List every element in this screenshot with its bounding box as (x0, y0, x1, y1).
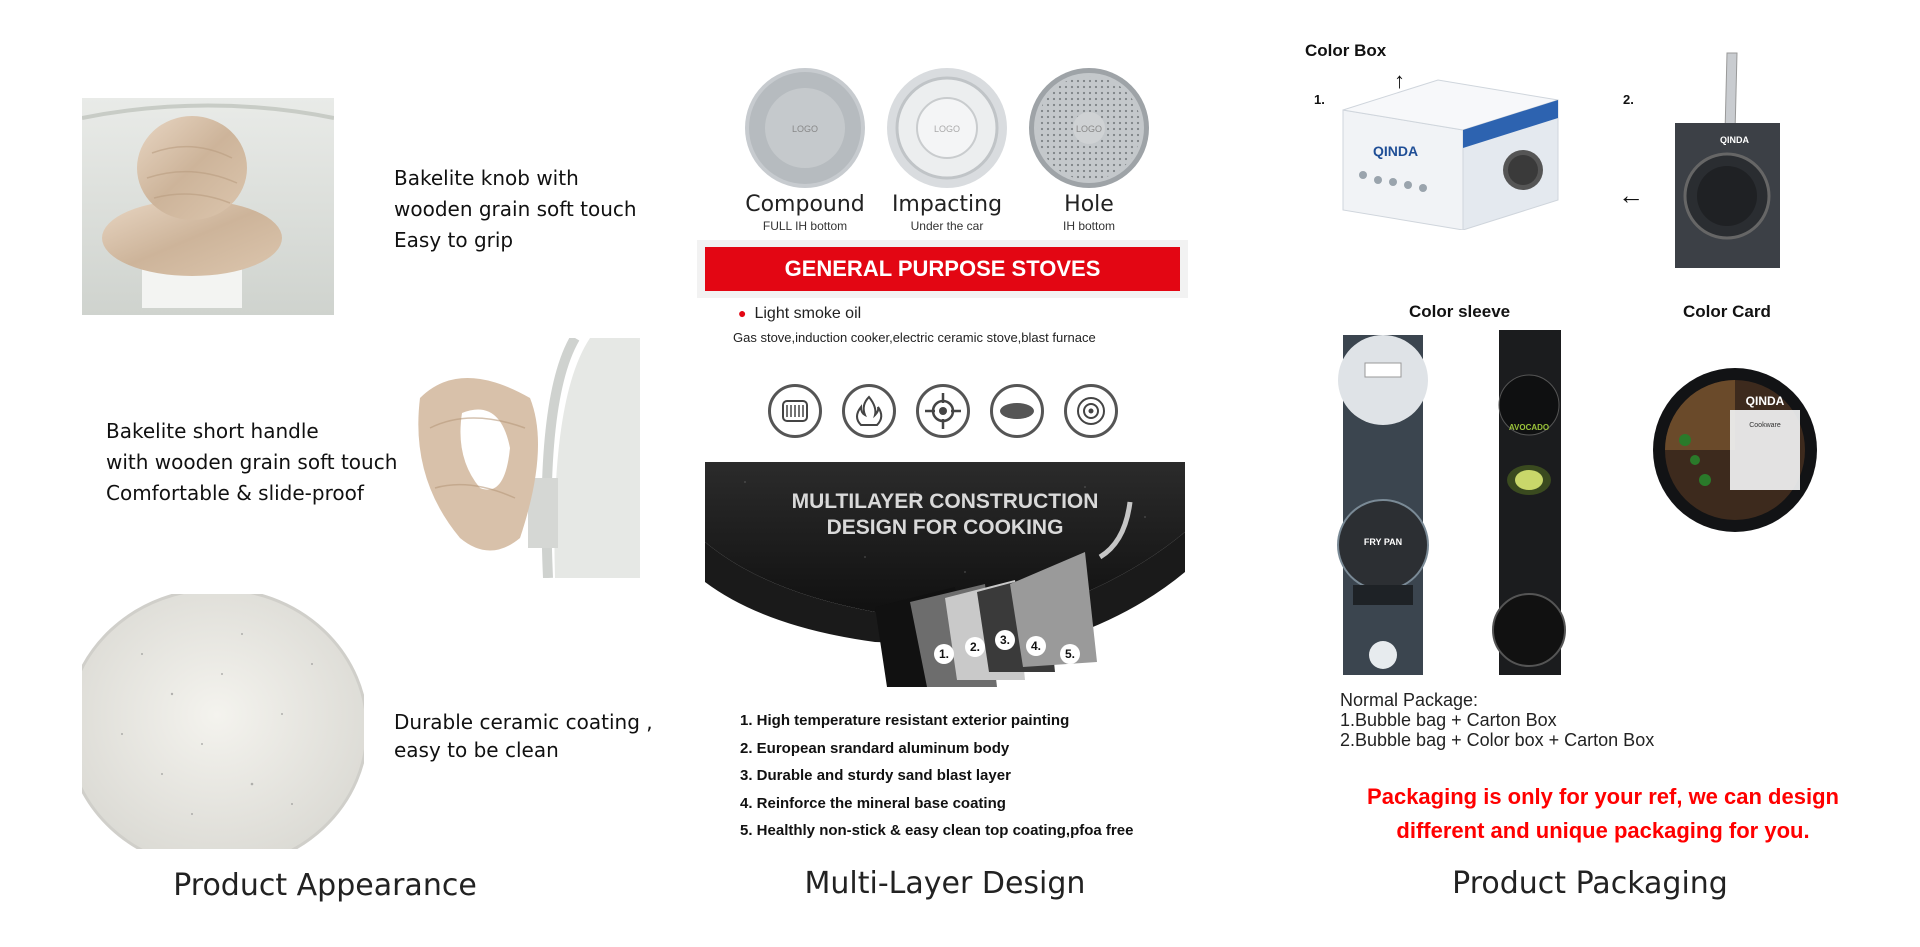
induction-coil-icon (768, 384, 822, 438)
bottom-sub: FULL IH bottom (762, 219, 848, 233)
layer-marker: 3. (999, 633, 1011, 647)
bottom-impacting-label (872, 192, 1022, 233)
hob-icon (1064, 384, 1118, 438)
layer-marker: 4. (1030, 639, 1042, 653)
feature-line: easy to be clean (394, 738, 559, 762)
notice-line: Packaging is only for your ref, we can design (1367, 784, 1839, 809)
packaging-caption: Product Packaging (1452, 866, 1728, 901)
feature-line: Easy to grip (394, 228, 514, 252)
flame-icon (842, 384, 896, 438)
bottom-name: Hole (1064, 192, 1114, 217)
bottom-sub: IH bottom (1062, 219, 1116, 233)
handle-feature-text (106, 416, 397, 509)
layer-item: 3. Durable and sturdy sand blast layer (740, 767, 1011, 784)
bottom-name: Impacting (891, 192, 1003, 217)
multilayer-caption: Multi-Layer Design (804, 866, 1086, 901)
appearance-caption: Product Appearance (173, 868, 477, 903)
notice-line: different and unique packaging for you. (1396, 818, 1810, 843)
coating-photo (82, 594, 364, 849)
feature-line: wooden grain soft touch (394, 197, 637, 221)
feature-line: Comfortable & slide-proof (106, 481, 364, 505)
card-brand: QINDA (1720, 135, 1749, 145)
coating-feature-text (394, 708, 653, 764)
bottom-hole-image (1027, 66, 1151, 195)
color-card-image (1650, 365, 1820, 535)
pan-headline-line: DESIGN FOR COOKING (826, 516, 1064, 539)
layer-item: 2. European srandard aluminum body (740, 739, 1010, 757)
sleeve-label: FRY PAN (1363, 537, 1403, 547)
feature-line: Durable ceramic coating , (394, 710, 653, 734)
stoves-list: Gas stove,induction cooker,electric ceramic stove,blast furnace (733, 330, 1096, 345)
layer-item: 4. Reinforce the mineral base coating (740, 794, 1006, 812)
arrow-up-icon: ↑ (1394, 68, 1405, 93)
logo-mark: LOGO (1075, 124, 1103, 134)
bottom-sub: Under the car (910, 219, 984, 233)
layer-marker: 2. (969, 640, 981, 654)
layer-list (740, 712, 1133, 850)
knob-photo (82, 98, 334, 315)
card-brand: QINDA (1745, 394, 1785, 408)
box-brand: QINDA (1373, 143, 1419, 159)
smoke-oil-line (738, 305, 861, 323)
gas-burner-icon (916, 384, 970, 438)
normal-package-text (1340, 690, 1654, 750)
color-sleeve-image-1 (1333, 335, 1433, 675)
normal-package-title: Normal Package: (1340, 690, 1479, 710)
color-sleeve-title: Color sleeve (1409, 302, 1511, 321)
layer-item: 5. Healthly non-stick & easy clean top coating,pfoa free (740, 822, 1134, 839)
color-box-title: Color Box (1305, 41, 1387, 60)
step-1-label: 1. (1314, 92, 1325, 107)
arrow-left-icon: ← (1618, 180, 1644, 210)
feature-line: Bakelite short handle (106, 419, 319, 443)
step-2-label: 2. (1623, 92, 1634, 107)
layer-item: 1. High temperature resistant exterior painting (740, 712, 1070, 729)
bottom-impacting-image (885, 66, 1009, 195)
color-sleeve-image-2 (1487, 330, 1572, 675)
logo-mark: LOGO (791, 124, 819, 134)
sleeve-label: AVOCADO (1508, 423, 1550, 432)
logo-mark: LOGO (933, 124, 961, 134)
bullet-icon: ● (738, 305, 747, 321)
feature-line: Bakelite knob with (394, 166, 579, 190)
color-card-title: Color Card (1683, 302, 1771, 321)
feature-line: with wooden grain soft touch (106, 450, 398, 474)
bottom-name: Compound (745, 192, 865, 217)
normal-package-item: 2.Bubble bag + Color box + Carton Box (1340, 730, 1655, 750)
color-box-image (1333, 70, 1563, 230)
bottom-compound-label (730, 192, 880, 233)
smoke-oil-text: Light smoke oil (754, 305, 862, 322)
pan-headline-line: MULTILAYER CONSTRUCTION (791, 490, 1099, 513)
layer-marker: 1. (938, 647, 950, 661)
knob-feature-text (394, 163, 637, 256)
ceramic-plate-icon (990, 384, 1044, 438)
color-card-pan-image (1665, 48, 1790, 273)
stoves-banner: GENERAL PURPOSE STOVES (705, 247, 1180, 291)
card-label: Cookware (1749, 422, 1781, 429)
normal-package-item: 1.Bubble bag + Carton Box (1340, 710, 1557, 730)
pan-cross-section (705, 462, 1185, 692)
bottom-compound-image (743, 66, 867, 195)
packaging-notice (1318, 780, 1888, 848)
handle-photo (400, 338, 640, 578)
layer-marker: 5. (1064, 647, 1076, 661)
bottom-hole-label (1014, 192, 1164, 233)
